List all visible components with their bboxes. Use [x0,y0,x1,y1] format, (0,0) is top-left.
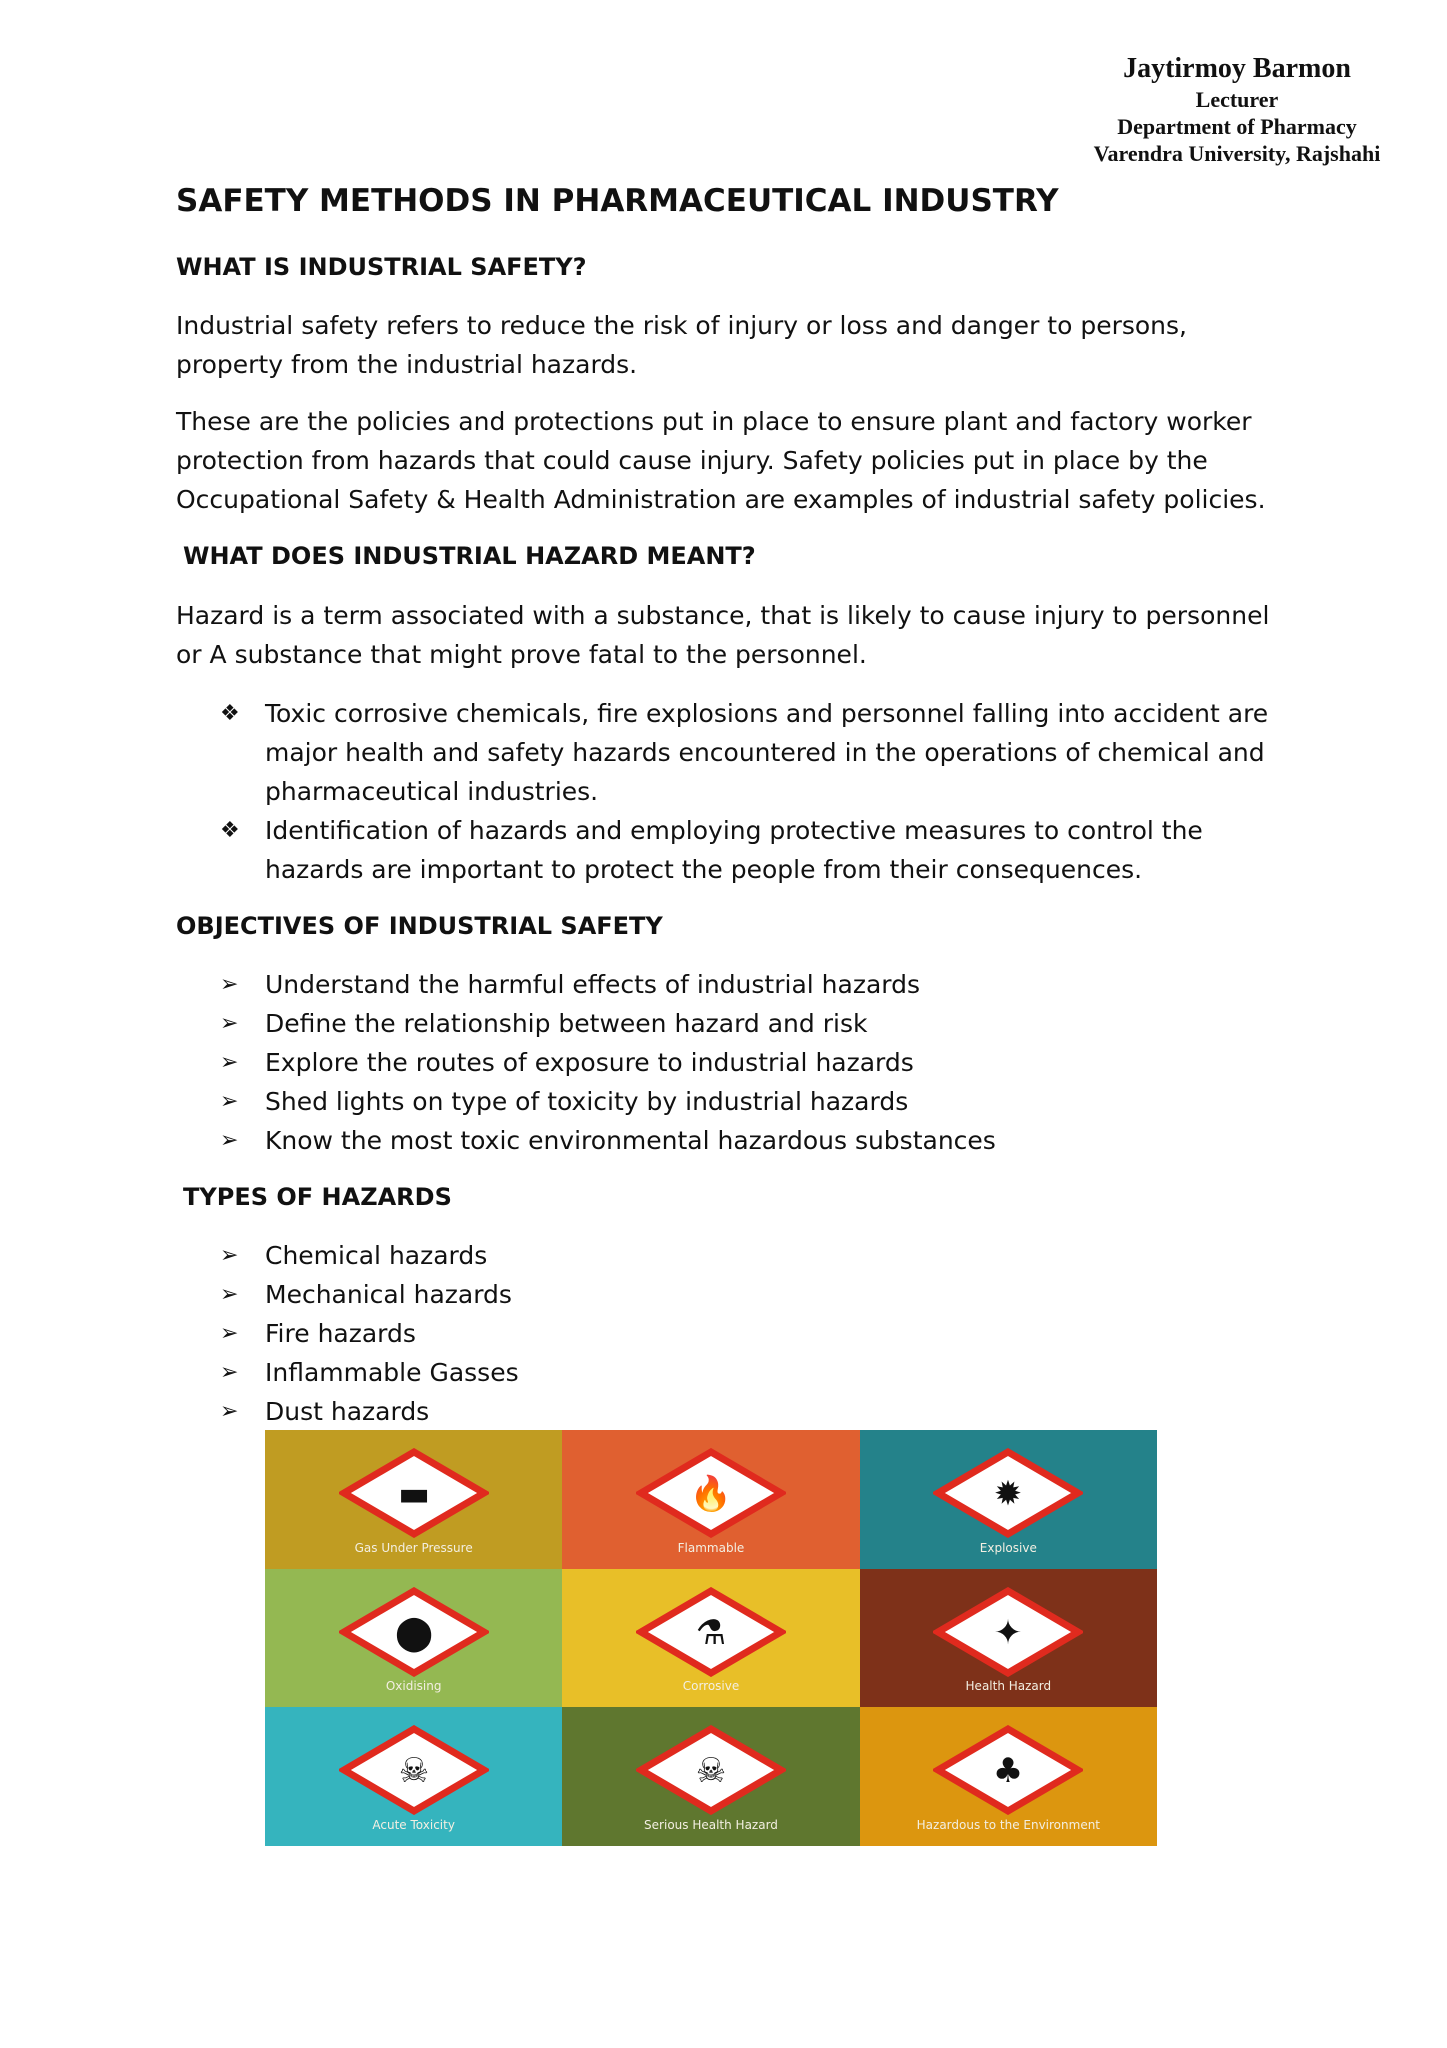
hazard-cell [562,1707,859,1846]
hazard-cell [860,1707,1157,1846]
hazard-cell [265,1430,562,1569]
heading-what-is-safety: WHAT IS INDUSTRIAL SAFETY? [176,253,587,281]
svg-text:⬤: ⬤ [394,1612,433,1653]
skull-crossbones-icon [339,1725,489,1815]
svg-text:♣: ♣ [993,1751,1024,1792]
svg-text:☠: ☠ [695,1751,727,1792]
list-item: ➢ Mechanical hazards [176,1275,1276,1314]
list-item: ➢ Chemical hazards [176,1236,1276,1275]
author-department: Department of Pharmacy [1117,114,1357,139]
list-item: ➢ Shed lights on type of toxicity by industrial hazards [176,1082,1276,1121]
svg-text:▬: ▬ [397,1474,430,1514]
page-title: SAFETY METHODS IN PHARMACEUTICAL INDUSTRY [176,183,1059,219]
author-block [1067,52,1407,167]
hazard-label: Hazardous to the Environment [916,1818,1101,1832]
hazard-cell [265,1707,562,1846]
explosion-icon [933,1448,1083,1538]
svg-text:☠: ☠ [398,1751,429,1792]
flame-over-circle-icon [339,1587,489,1677]
arrow-bullet-icon: ➢ [220,1399,239,1424]
heading-objectives: OBJECTIVES OF INDUSTRIAL SAFETY [176,912,663,940]
svg-text:⚗: ⚗ [695,1612,727,1653]
hazard-label: Flammable [677,1540,745,1555]
hazard-bullet-list [176,694,1276,889]
hazard-cell [860,1569,1157,1708]
svg-text:🔥: 🔥 [689,1474,733,1514]
environment-icon [933,1725,1083,1815]
list-item: ➢ Define the relationship between hazard and risk [176,1004,1276,1043]
hazard-label: Health Hazard [965,1679,1052,1694]
arrow-bullet-icon: ➢ [220,972,239,997]
paragraph-definition: Industrial safety refers to reduce the risk of injury or loss and danger to persons, property from the industrial hazards. [176,311,1187,379]
types-list [176,1236,1276,1431]
diamond-bullet-icon: ❖ [220,701,240,726]
diamond-bullet-icon: ❖ [220,818,240,843]
list-item: ➢ Know the most toxic environmental hazardous substances [176,1121,1276,1160]
list-item: ❖ Identification of hazards and employing protective measures to control the hazards are important to protect the people from their consequences. [176,811,1276,889]
list-item: ➢ Fire hazards [176,1314,1276,1353]
paragraph-policies: These are the policies and protections put in place to ensure plant and factory worker protection from hazards that could cause injury. Safety policies put in place by the Occupational Safety & Health Administration are examples of industrial safety policies. [176,407,1266,514]
heading-hazard-meant: WHAT DOES INDUSTRIAL HAZARD MEANT? [183,542,756,570]
skull-crossbones-icon [636,1725,786,1815]
arrow-bullet-icon: ➢ [220,1282,239,1307]
author-position: Lecturer [1195,87,1279,112]
corrosion-icon [636,1587,786,1677]
hazard-label: Explosive [979,1540,1037,1555]
flame-icon [636,1448,786,1538]
arrow-bullet-icon: ➢ [220,1089,239,1114]
hazard-cell [265,1569,562,1708]
list-item: ➢ Explore the routes of exposure to industrial hazards [176,1043,1276,1082]
hazard-cell [562,1430,859,1569]
arrow-bullet-icon: ➢ [220,1011,239,1036]
list-item: ➢ Inflammable Gasses [176,1353,1276,1392]
arrow-bullet-icon: ➢ [220,1128,239,1153]
arrow-bullet-icon: ➢ [220,1360,239,1385]
heading-types: TYPES OF HAZARDS [183,1183,452,1211]
hazard-label: Oxidising [385,1679,442,1694]
hazard-cell [860,1430,1157,1569]
gas-cylinder-icon [339,1448,489,1538]
author-name: Jaytirmoy Barmon [1123,53,1351,84]
objectives-list [176,965,1276,1160]
hazard-label: Corrosive [682,1679,740,1694]
hazard-symbols-image [265,1430,1157,1846]
hazard-label: Acute Toxicity [372,1818,455,1832]
svg-text:✦: ✦ [994,1612,1023,1653]
svg-text:✹: ✹ [994,1474,1023,1514]
author-university: Varendra University, Rajshahi [1093,141,1381,166]
arrow-bullet-icon: ➢ [220,1050,239,1075]
list-item: ❖ Toxic corrosive chemicals, fire explosions and personnel falling into accident are major health and safety hazards encountered in the operations of chemical and pharmaceutical industries. [176,694,1276,811]
health-hazard-icon [933,1587,1083,1677]
hazard-cell [562,1569,859,1708]
arrow-bullet-icon: ➢ [220,1243,239,1268]
paragraph-hazard: Hazard is a term associated with a substance, that is likely to cause injury to personnel or A substance that might prove fatal to the personnel. [176,601,1270,669]
list-item: ➢ Dust hazards [176,1392,1276,1431]
list-item: ➢ Understand the harmful effects of industrial hazards [176,965,1276,1004]
arrow-bullet-icon: ➢ [220,1321,239,1346]
hazard-label: Serious Health Hazard [644,1818,778,1832]
hazard-label: Gas Under Pressure [354,1540,473,1555]
